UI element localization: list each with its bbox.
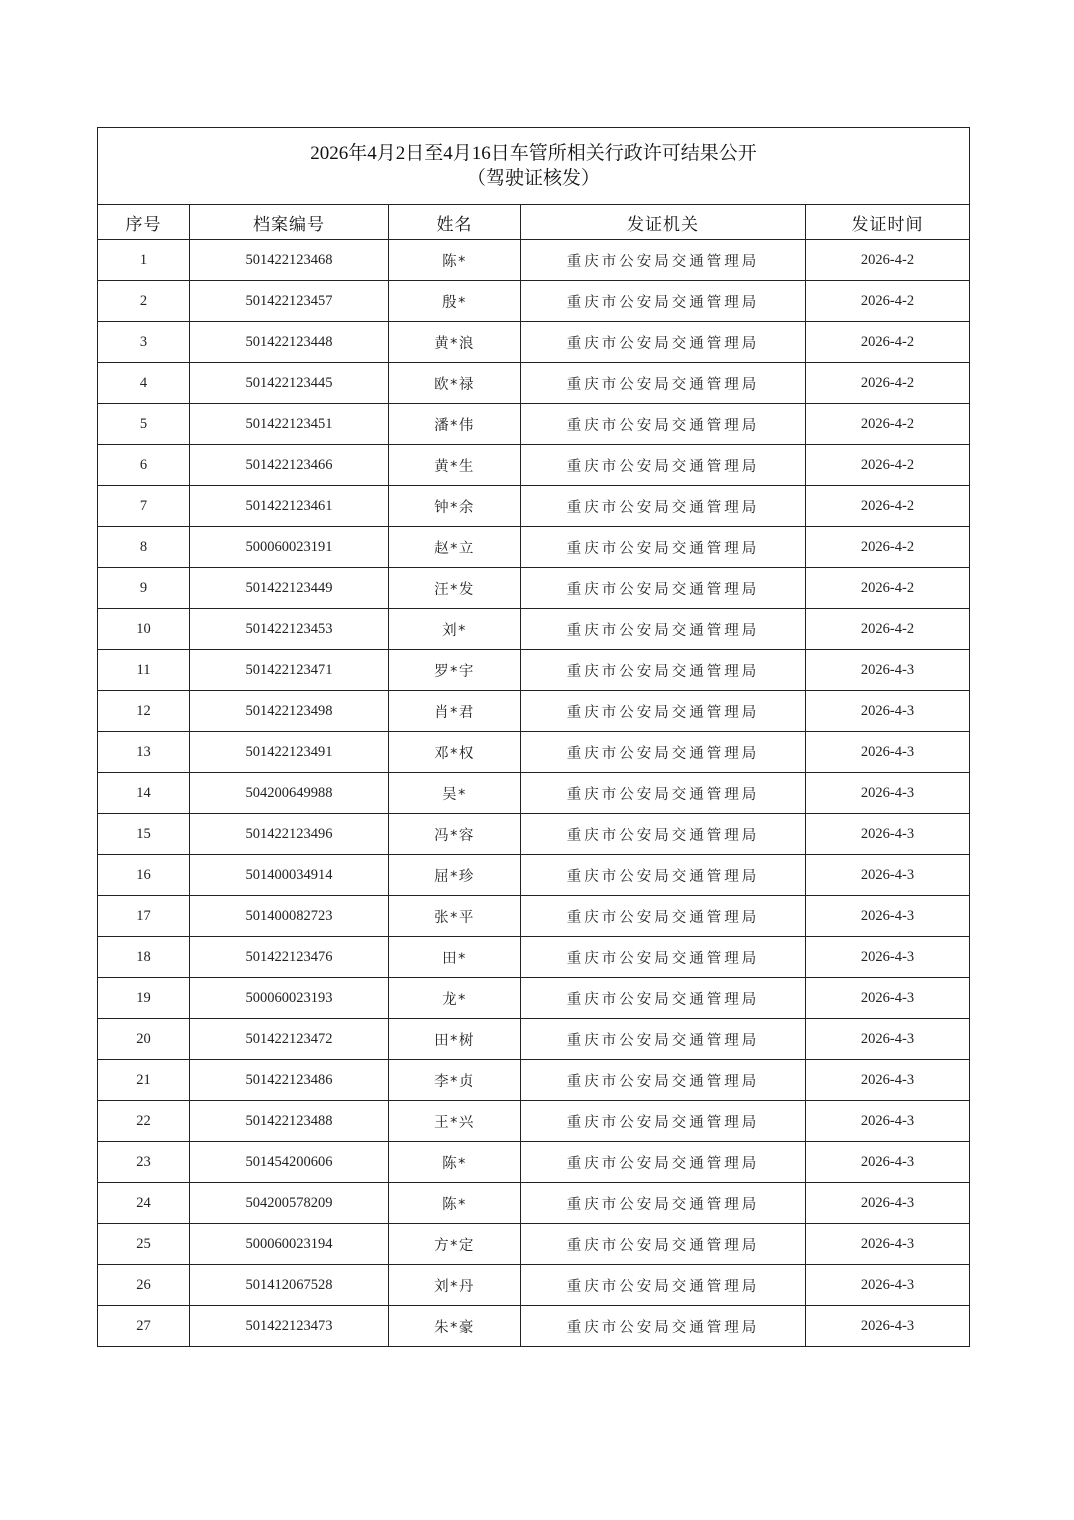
table-row — [98, 1306, 970, 1347]
table-row — [98, 568, 970, 609]
column-header-row — [98, 205, 970, 240]
cell-issue-date: 2026-4-3 — [806, 1306, 970, 1347]
cell-serial-no: 16 — [98, 855, 190, 896]
cell-holder-name: 田*树 — [389, 1019, 521, 1060]
column-header-file-no: 档案编号 — [190, 205, 389, 240]
cell-serial-no: 5 — [98, 404, 190, 445]
table-body — [98, 240, 970, 1347]
cell-holder-name: 罗*宇 — [389, 650, 521, 691]
cell-issue-date: 2026-4-2 — [806, 486, 970, 527]
cell-file-no: 501422123449 — [190, 568, 389, 609]
cell-file-no: 501422123453 — [190, 609, 389, 650]
cell-issuing-agency: 重庆市公安局交通管理局 — [521, 1306, 806, 1347]
cell-issue-date: 2026-4-3 — [806, 1183, 970, 1224]
cell-issuing-agency: 重庆市公安局交通管理局 — [521, 322, 806, 363]
cell-holder-name: 殷* — [389, 281, 521, 322]
cell-serial-no: 23 — [98, 1142, 190, 1183]
cell-issuing-agency: 重庆市公安局交通管理局 — [521, 855, 806, 896]
title-main: 2026年4月2日至4月16日车管所相关行政许可结果公开 — [310, 143, 757, 164]
cell-serial-no: 4 — [98, 363, 190, 404]
table-row — [98, 814, 970, 855]
cell-issue-date: 2026-4-2 — [806, 363, 970, 404]
cell-serial-no: 2 — [98, 281, 190, 322]
cell-serial-no: 10 — [98, 609, 190, 650]
cell-holder-name: 方*定 — [389, 1224, 521, 1265]
cell-issue-date: 2026-4-3 — [806, 978, 970, 1019]
table-row — [98, 240, 970, 281]
table-row — [98, 322, 970, 363]
table-row — [98, 937, 970, 978]
cell-issue-date: 2026-4-2 — [806, 609, 970, 650]
table-row — [98, 773, 970, 814]
cell-issue-date: 2026-4-2 — [806, 281, 970, 322]
cell-file-no: 501422123448 — [190, 322, 389, 363]
cell-issuing-agency: 重庆市公安局交通管理局 — [521, 937, 806, 978]
cell-serial-no: 9 — [98, 568, 190, 609]
cell-file-no: 500060023191 — [190, 527, 389, 568]
cell-file-no: 501422123488 — [190, 1101, 389, 1142]
cell-holder-name: 欧*禄 — [389, 363, 521, 404]
cell-issuing-agency: 重庆市公安局交通管理局 — [521, 1183, 806, 1224]
cell-issue-date: 2026-4-2 — [806, 322, 970, 363]
cell-serial-no: 6 — [98, 445, 190, 486]
table-row — [98, 527, 970, 568]
cell-issue-date: 2026-4-3 — [806, 691, 970, 732]
cell-issuing-agency: 重庆市公安局交通管理局 — [521, 363, 806, 404]
cell-issue-date: 2026-4-3 — [806, 1265, 970, 1306]
table-row — [98, 1224, 970, 1265]
cell-issue-date: 2026-4-3 — [806, 1019, 970, 1060]
table-row — [98, 896, 970, 937]
cell-issue-date: 2026-4-3 — [806, 773, 970, 814]
cell-file-no: 500060023193 — [190, 978, 389, 1019]
cell-issue-date: 2026-4-3 — [806, 1142, 970, 1183]
table-row — [98, 650, 970, 691]
cell-issue-date: 2026-4-2 — [806, 568, 970, 609]
cell-issuing-agency: 重庆市公安局交通管理局 — [521, 1142, 806, 1183]
cell-issuing-agency: 重庆市公安局交通管理局 — [521, 486, 806, 527]
cell-serial-no: 20 — [98, 1019, 190, 1060]
cell-serial-no: 19 — [98, 978, 190, 1019]
column-header-date: 发证时间 — [806, 205, 970, 240]
cell-file-no: 501422123498 — [190, 691, 389, 732]
table-row — [98, 609, 970, 650]
cell-serial-no: 14 — [98, 773, 190, 814]
cell-serial-no: 25 — [98, 1224, 190, 1265]
table-row — [98, 486, 970, 527]
cell-serial-no: 26 — [98, 1265, 190, 1306]
cell-file-no: 501422123451 — [190, 404, 389, 445]
cell-holder-name: 陈* — [389, 1142, 521, 1183]
table-row — [98, 281, 970, 322]
cell-holder-name: 张*平 — [389, 896, 521, 937]
cell-serial-no: 27 — [98, 1306, 190, 1347]
cell-issue-date: 2026-4-3 — [806, 1101, 970, 1142]
cell-holder-name: 黄*浪 — [389, 322, 521, 363]
cell-file-no: 501422123486 — [190, 1060, 389, 1101]
cell-holder-name: 朱*豪 — [389, 1306, 521, 1347]
cell-serial-no: 22 — [98, 1101, 190, 1142]
cell-file-no: 501422123476 — [190, 937, 389, 978]
cell-holder-name: 黄*生 — [389, 445, 521, 486]
cell-file-no: 504200649988 — [190, 773, 389, 814]
table-row — [98, 1060, 970, 1101]
cell-issuing-agency: 重庆市公安局交通管理局 — [521, 896, 806, 937]
cell-holder-name: 钟*余 — [389, 486, 521, 527]
cell-file-no: 501400082723 — [190, 896, 389, 937]
cell-holder-name: 刘*丹 — [389, 1265, 521, 1306]
table-row — [98, 1019, 970, 1060]
cell-serial-no: 8 — [98, 527, 190, 568]
cell-holder-name: 龙* — [389, 978, 521, 1019]
cell-issuing-agency: 重庆市公安局交通管理局 — [521, 978, 806, 1019]
cell-holder-name: 陈* — [389, 240, 521, 281]
table-row — [98, 404, 970, 445]
table-row — [98, 1142, 970, 1183]
cell-issue-date: 2026-4-3 — [806, 937, 970, 978]
cell-holder-name: 吴* — [389, 773, 521, 814]
cell-issuing-agency: 重庆市公安局交通管理局 — [521, 814, 806, 855]
cell-issuing-agency: 重庆市公安局交通管理局 — [521, 568, 806, 609]
cell-file-no: 501422123466 — [190, 445, 389, 486]
cell-issuing-agency: 重庆市公安局交通管理局 — [521, 609, 806, 650]
cell-file-no: 501422123461 — [190, 486, 389, 527]
cell-file-no: 501422123468 — [190, 240, 389, 281]
cell-issuing-agency: 重庆市公安局交通管理局 — [521, 445, 806, 486]
cell-issuing-agency: 重庆市公安局交通管理局 — [521, 1101, 806, 1142]
table-row — [98, 855, 970, 896]
cell-holder-name: 潘*伟 — [389, 404, 521, 445]
cell-issuing-agency: 重庆市公安局交通管理局 — [521, 650, 806, 691]
cell-file-no: 501422123471 — [190, 650, 389, 691]
table-row — [98, 732, 970, 773]
table-row — [98, 363, 970, 404]
cell-serial-no: 3 — [98, 322, 190, 363]
cell-issuing-agency: 重庆市公安局交通管理局 — [521, 773, 806, 814]
cell-file-no: 501422123491 — [190, 732, 389, 773]
cell-file-no: 501422123445 — [190, 363, 389, 404]
cell-file-no: 501422123457 — [190, 281, 389, 322]
column-header-no: 序号 — [98, 205, 190, 240]
cell-issue-date: 2026-4-3 — [806, 814, 970, 855]
cell-serial-no: 15 — [98, 814, 190, 855]
cell-serial-no: 18 — [98, 937, 190, 978]
cell-issuing-agency: 重庆市公安局交通管理局 — [521, 240, 806, 281]
cell-issue-date: 2026-4-2 — [806, 240, 970, 281]
cell-holder-name: 汪*发 — [389, 568, 521, 609]
table-row — [98, 1101, 970, 1142]
license-results-table — [97, 127, 970, 1347]
cell-serial-no: 11 — [98, 650, 190, 691]
cell-file-no: 501400034914 — [190, 855, 389, 896]
cell-issuing-agency: 重庆市公安局交通管理局 — [521, 527, 806, 568]
cell-issue-date: 2026-4-2 — [806, 404, 970, 445]
table-row — [98, 445, 970, 486]
cell-issue-date: 2026-4-3 — [806, 732, 970, 773]
cell-serial-no: 13 — [98, 732, 190, 773]
cell-issuing-agency: 重庆市公安局交通管理局 — [521, 691, 806, 732]
document-title — [98, 128, 970, 205]
cell-issue-date: 2026-4-3 — [806, 1060, 970, 1101]
cell-issue-date: 2026-4-3 — [806, 896, 970, 937]
cell-file-no: 504200578209 — [190, 1183, 389, 1224]
cell-serial-no: 17 — [98, 896, 190, 937]
table-row — [98, 1183, 970, 1224]
cell-holder-name: 冯*容 — [389, 814, 521, 855]
cell-file-no: 501422123472 — [190, 1019, 389, 1060]
cell-issuing-agency: 重庆市公安局交通管理局 — [521, 404, 806, 445]
cell-file-no: 501422123473 — [190, 1306, 389, 1347]
cell-serial-no: 21 — [98, 1060, 190, 1101]
cell-serial-no: 7 — [98, 486, 190, 527]
cell-issue-date: 2026-4-3 — [806, 650, 970, 691]
cell-holder-name: 刘* — [389, 609, 521, 650]
cell-serial-no: 24 — [98, 1183, 190, 1224]
cell-holder-name: 屈*珍 — [389, 855, 521, 896]
cell-holder-name: 李*贞 — [389, 1060, 521, 1101]
table-row — [98, 691, 970, 732]
cell-holder-name: 邓*权 — [389, 732, 521, 773]
cell-serial-no: 1 — [98, 240, 190, 281]
cell-issuing-agency: 重庆市公安局交通管理局 — [521, 1060, 806, 1101]
cell-issuing-agency: 重庆市公安局交通管理局 — [521, 1265, 806, 1306]
cell-issuing-agency: 重庆市公安局交通管理局 — [521, 1019, 806, 1060]
table-row — [98, 978, 970, 1019]
cell-issuing-agency: 重庆市公安局交通管理局 — [521, 1224, 806, 1265]
cell-holder-name: 赵*立 — [389, 527, 521, 568]
cell-file-no: 501454200606 — [190, 1142, 389, 1183]
cell-file-no: 500060023194 — [190, 1224, 389, 1265]
table-row — [98, 1265, 970, 1306]
cell-issue-date: 2026-4-2 — [806, 527, 970, 568]
cell-issue-date: 2026-4-3 — [806, 1224, 970, 1265]
cell-issue-date: 2026-4-3 — [806, 855, 970, 896]
cell-holder-name: 肖*君 — [389, 691, 521, 732]
cell-file-no: 501422123496 — [190, 814, 389, 855]
cell-holder-name: 田* — [389, 937, 521, 978]
column-header-agency: 发证机关 — [521, 205, 806, 240]
cell-issue-date: 2026-4-2 — [806, 445, 970, 486]
cell-issuing-agency: 重庆市公安局交通管理局 — [521, 732, 806, 773]
title-subtitle: （驾驶证核发） — [467, 168, 601, 189]
cell-serial-no: 12 — [98, 691, 190, 732]
cell-holder-name: 王*兴 — [389, 1101, 521, 1142]
title-row — [98, 128, 970, 205]
cell-file-no: 501412067528 — [190, 1265, 389, 1306]
cell-holder-name: 陈* — [389, 1183, 521, 1224]
column-header-name: 姓名 — [389, 205, 521, 240]
cell-issuing-agency: 重庆市公安局交通管理局 — [521, 281, 806, 322]
